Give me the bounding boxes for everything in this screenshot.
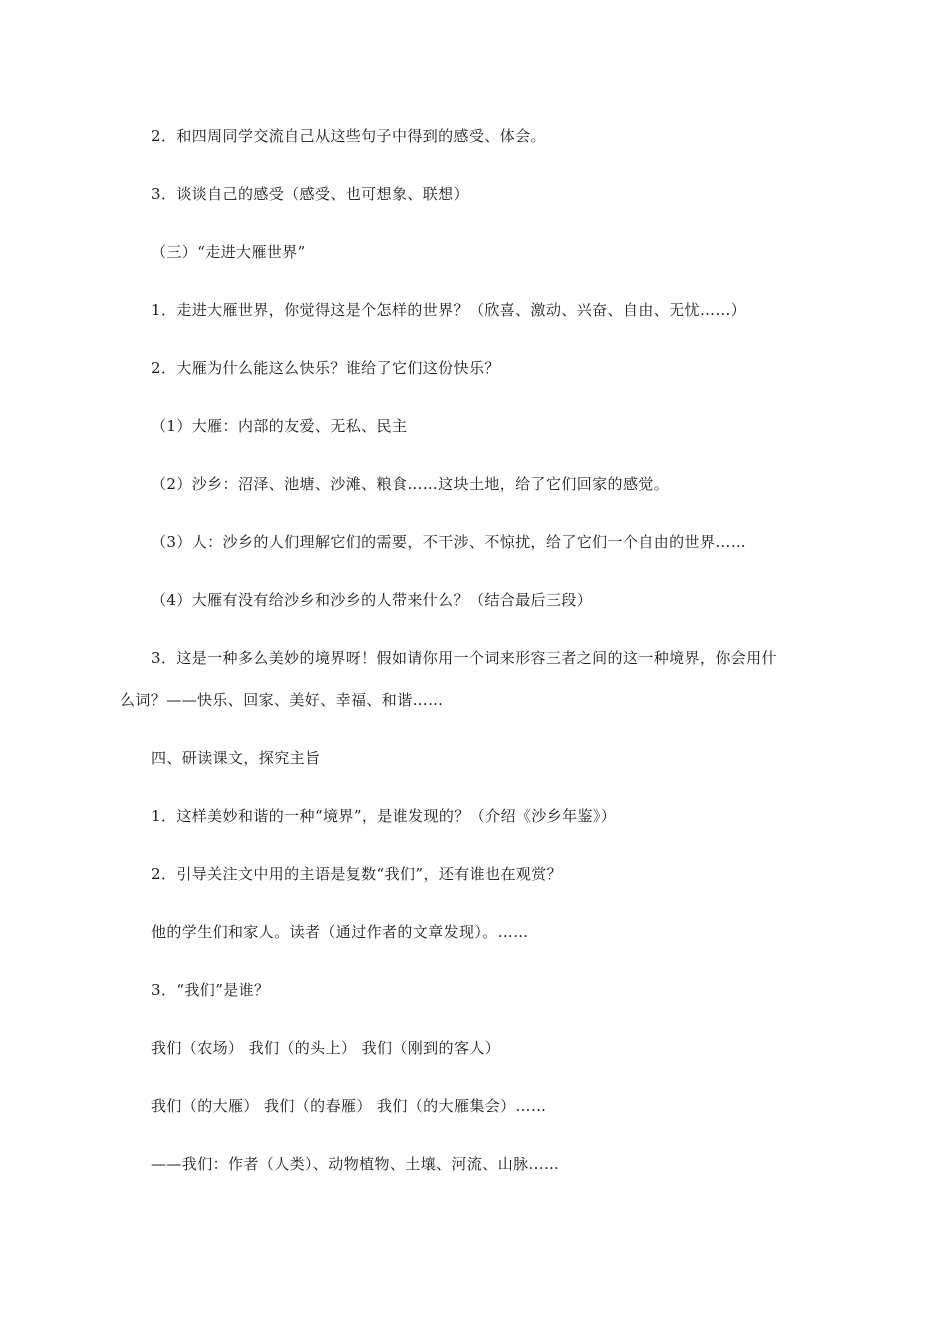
paragraph-line: （4）大雁有没有给沙乡和沙乡的人带来什么？（结合最后三段） <box>151 591 593 609</box>
paragraph-line: （2）沙乡：沼泽、池塘、沙滩、粮食……这块土地，给了它们回家的感觉。 <box>151 475 670 493</box>
paragraph-line: 1．走进大雁世界，你觉得这是个怎样的世界？（欣喜、激动、兴奋、自由、无忧……） <box>151 301 747 319</box>
paragraph-line: 2．引导关注文中用的主语是复数“我们”，还有谁也在观赏？ <box>151 865 563 883</box>
paragraph-line: 2．大雁为什么能这么快乐？谁给了它们这份快乐？ <box>151 359 500 377</box>
paragraph-line: 1．这样美妙和谐的一种“境界”，是谁发现的？（介绍《沙乡年鉴》） <box>151 807 617 825</box>
paragraph-line: 3．“我们”是谁？ <box>151 981 270 999</box>
paragraph-line: 他的学生们和家人。读者（通过作者的文章发现）。…… <box>151 923 529 941</box>
paragraph-line: （3）人：沙乡的人们理解它们的需要，不干涉、不惊扰，给了它们一个自由的世界…… <box>151 533 747 551</box>
paragraph-line: ——我们：作者（人类）、动物植物、土壤、河流、山脉…… <box>151 1155 560 1173</box>
paragraph-line: 2．和四周同学交流自己从这些句子中得到的感受、体会。 <box>151 127 546 145</box>
paragraph-line-continuation: 么词？——快乐、回家、美好、幸福、和谐…… <box>120 691 444 709</box>
paragraph-line: 3．这是一种多么美妙的境界呀！假如请你用一个词来形容三者之间的这一种境界，你会用什 <box>151 649 777 667</box>
paragraph-line: 3．谈谈自己的感受（感受、也可想象、联想） <box>151 185 469 203</box>
paragraph-line: （1）大雁：内部的友爱、无私、民主 <box>151 417 408 435</box>
paragraph-line: 我们（的大雁） 我们（的春雁） 我们（的大雁集会）…… <box>151 1097 547 1115</box>
section-heading: （三）“走进大雁世界” <box>151 243 306 261</box>
paragraph-line: 我们（农场） 我们（的头上） 我们（刚到的客人） <box>151 1039 501 1057</box>
section-heading: 四、研读课文，探究主旨 <box>151 749 321 767</box>
